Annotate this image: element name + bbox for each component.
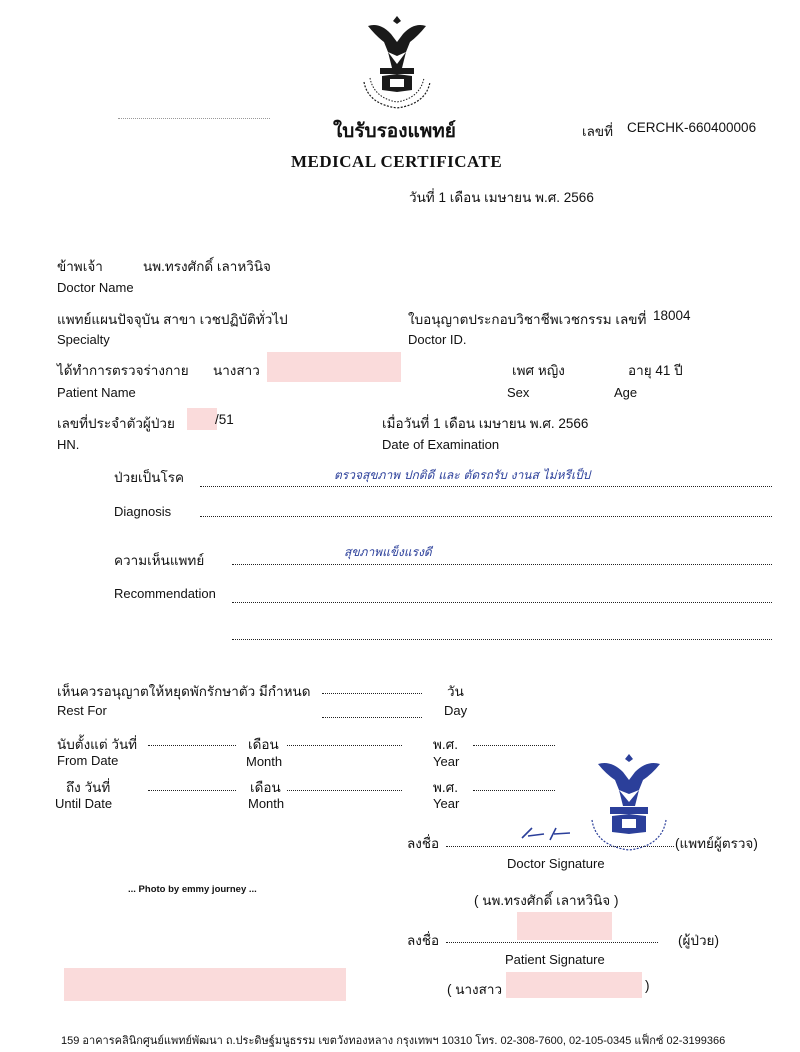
from-year-en: Year <box>433 754 460 769</box>
diagnosis-line-2 <box>200 516 772 517</box>
recommendation-handwritten: สุขภาพแข็งแรงดี <box>344 545 432 559</box>
page-title-en: MEDICAL CERTIFICATE <box>291 152 503 171</box>
patient-sign-line <box>446 942 658 943</box>
recommendation-label-th: ความเห็นแพทย์ <box>114 553 205 568</box>
patient-age: อายุ 41 ปี <box>628 363 683 378</box>
patient-sex: เพศ หญิง <box>512 363 565 378</box>
license-en: Doctor ID. <box>408 332 467 347</box>
rest-label-en: Rest For <box>57 703 107 718</box>
diagnosis-label-th: ป่วยเป็นโรค <box>114 470 185 485</box>
patient-sign-label: ลงชื่อ <box>407 933 440 948</box>
specialty-th: แพทย์แผนปัจจุบัน สาขา เวชปฏิบัติทั่วไป <box>57 312 288 327</box>
license-label: ใบอนุญาตประกอบวิชาชีพเวชกรรม เลขที่ <box>408 312 647 327</box>
hn-suffix: /51 <box>215 412 234 427</box>
from-year-line <box>473 745 555 746</box>
until-year-en: Year <box>433 796 460 811</box>
from-month-en: Month <box>246 754 283 769</box>
certificate-number: CERCHK-660400006 <box>627 120 757 135</box>
left-redaction-block <box>64 968 346 1001</box>
until-month-line <box>287 790 402 791</box>
doctor-label-th: ข้าพเจ้า <box>57 259 103 274</box>
diagnosis-line-1 <box>200 486 772 487</box>
recommendation-label-en: Recommendation <box>114 586 216 601</box>
rest-day-th: วัน <box>447 684 464 699</box>
specialty-en: Specialty <box>57 332 110 347</box>
doctor-label-en: Doctor Name <box>57 280 134 295</box>
rest-label-th: เห็นควรอนุญาตให้หยุดพักรักษาตัว มีกำหนด <box>57 684 311 699</box>
recommendation-line-2 <box>232 602 772 603</box>
exam-date: เมื่อวันที่ 1 เดือน เมษายน พ.ศ. 2566 <box>382 416 589 431</box>
from-month-line <box>287 745 402 746</box>
until-date-label: ถึง วันที่ <box>66 780 111 795</box>
exam-date-en: Date of Examination <box>382 437 500 452</box>
doctor-role: (แพทย์ผู้ตรวจ) <box>675 836 758 851</box>
diagnosis-label-en: Diagnosis <box>114 504 172 519</box>
until-day-line <box>148 790 236 791</box>
doctor-name-paren: ( นพ.ทรงศักดิ์ เลาหวินิจ ) <box>474 893 619 908</box>
from-year-label: พ.ศ. <box>433 737 458 752</box>
exam-label: ได้ทำการตรวจร่างกาย <box>57 363 189 378</box>
rest-days-line-2 <box>322 717 422 718</box>
hn-en: HN. <box>57 437 80 452</box>
certificate-number-label: เลขที่ <box>582 124 614 139</box>
from-month-label: เดือน <box>248 737 279 752</box>
until-year-label: พ.ศ. <box>433 780 458 795</box>
until-year-line <box>473 790 555 791</box>
doctor-sign-label: ลงชื่อ <box>407 836 440 851</box>
diagnosis-handwritten: ตรวจสุขภาพ ปกติดี และ ตัดรถรับ งานส ไม่หรีเป็ป <box>334 468 591 482</box>
hn-label: เลขที่ประจำตัวผู้ป่วย <box>57 416 175 431</box>
license-number: 18004 <box>653 308 691 323</box>
clinic-logo <box>358 12 436 116</box>
header-faded-line <box>118 118 270 119</box>
patient-paren-close: ) <box>645 978 650 993</box>
until-month-en: Month <box>248 796 285 811</box>
photo-credit: ... Photo by emmy journey ... <box>128 884 257 895</box>
doctor-signature-en: Doctor Signature <box>507 856 605 871</box>
patient-name-redaction <box>267 352 401 382</box>
doctor-name: นพ.ทรงศักดิ์ เลาหวินิจ <box>143 259 271 274</box>
patient-signature-en: Patient Signature <box>505 952 605 967</box>
until-month-label: เดือน <box>250 780 281 795</box>
issue-date: วันที่ 1 เดือน เมษายน พ.ศ. 2566 <box>409 190 594 205</box>
patient-name-en: Patient Name <box>57 385 136 400</box>
footer-address: 159 อาคารคลินิกศูนย์แพทย์พัฒนา ถ.ประดิษฐ์มนูธรรม เขตวังทองหลาง กรุงเทพฯ 10310 โทร. 02-308-7600, 02-105-0345 แฟ็กซ์ 02-3199366 <box>61 1035 726 1047</box>
doctor-signature-scribble <box>518 824 574 849</box>
rest-days-line-1 <box>322 693 422 694</box>
patient-signature-redaction <box>517 912 612 940</box>
clinic-stamp <box>588 752 670 852</box>
patient-title: นางสาว <box>213 363 260 378</box>
page-title-th: ใบรับรองแพทย์ <box>333 121 456 142</box>
from-day-line <box>148 745 236 746</box>
rest-day-en: Day <box>444 703 468 718</box>
recommendation-line-3 <box>232 639 772 640</box>
patient-name-paren-redaction <box>506 972 642 998</box>
age-en: Age <box>614 385 638 400</box>
sex-en: Sex <box>507 385 530 400</box>
patient-role: (ผู้ป่วย) <box>678 933 719 948</box>
recommendation-line-1 <box>232 564 772 565</box>
hn-redaction <box>187 408 217 430</box>
patient-paren-open: ( นางสาว <box>447 982 503 997</box>
from-date-en: From Date <box>57 753 119 768</box>
from-date-label: นับตั้งแต่ วันที่ <box>57 737 138 752</box>
until-date-en: Until Date <box>55 796 113 811</box>
